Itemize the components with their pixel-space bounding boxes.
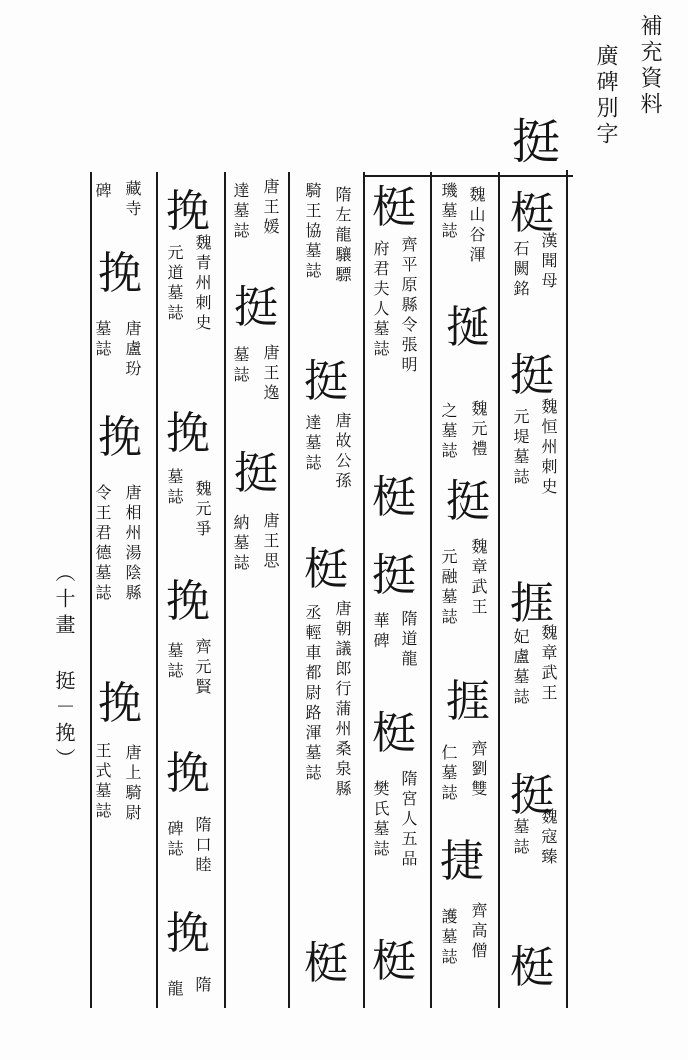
source-line: 唐王媛 <box>261 178 280 238</box>
source-line: 元道墓誌 <box>165 244 184 324</box>
source-line: 漢聞母 <box>539 232 558 292</box>
source-line: 隋口睦 <box>193 816 212 876</box>
head-character: 挺 <box>512 114 561 170</box>
variant-glyph: 挽 <box>166 186 210 237</box>
source-line: 唐王思 <box>261 512 280 572</box>
variant-glyph: 梃 <box>304 544 348 595</box>
variant-glyph: 挽 <box>98 248 142 299</box>
source-line: 唐盧玢 <box>123 320 142 380</box>
source-line: 齊平原縣令張明 <box>399 236 418 376</box>
source-line: 齊高僧 <box>469 902 488 962</box>
source-line: 魏寇臻 <box>539 808 558 868</box>
source-line: 元堤墓誌 <box>511 408 530 488</box>
variant-glyph: 挽 <box>166 576 210 627</box>
source-line: 之墓誌 <box>439 402 458 462</box>
variant-glyph: 捱 <box>446 676 490 727</box>
variant-glyph: 挺 <box>510 770 554 821</box>
book-title: 廣碑別字 <box>593 44 618 148</box>
source-line: 令王君德墓誌 <box>93 484 112 604</box>
variant-glyph: 捱 <box>510 578 554 629</box>
source-line: 魏青州刺史 <box>193 234 212 334</box>
source-line: 唐朝議郎行蒲州桑泉縣 <box>333 600 352 800</box>
variant-glyph: 挺 <box>304 356 348 407</box>
source-line: 龍 <box>165 980 184 1000</box>
variant-glyph: 梃 <box>304 938 348 989</box>
column-rule <box>90 172 92 1008</box>
source-line: 璣墓誌 <box>439 182 458 242</box>
source-line: 碑 <box>93 182 112 202</box>
source-line: 華碑 <box>371 612 390 652</box>
source-line: 墓誌 <box>165 468 184 508</box>
variant-glyph: 挽 <box>98 412 142 463</box>
source-line: 魏山谷渾 <box>467 186 486 266</box>
source-line: 元融墓誌 <box>439 548 458 628</box>
source-line: 王式墓誌 <box>93 742 112 822</box>
source-line: 碑誌 <box>165 820 184 860</box>
source-line: 唐王逸 <box>261 344 280 404</box>
source-line: 唐相州湯陰縣 <box>123 484 142 604</box>
variant-glyph: 挽 <box>166 748 210 799</box>
variant-glyph: 挺 <box>234 282 278 333</box>
source-line: 唐上騎尉 <box>123 744 142 824</box>
column-rule <box>430 172 432 1008</box>
source-line: 魏章武王 <box>469 538 488 618</box>
source-line: 騎王協墓誌 <box>303 182 322 282</box>
variant-glyph: 挽 <box>98 678 142 729</box>
series-title: 補充資料 <box>637 14 662 118</box>
column-rule <box>224 172 226 1008</box>
variant-glyph: 挺 <box>446 476 490 527</box>
source-line: 樊氏墓誌 <box>371 780 390 860</box>
variant-glyph: 挻 <box>446 302 490 353</box>
source-line: 妃盧墓誌 <box>511 628 530 708</box>
source-line: 墓誌 <box>165 642 184 682</box>
variant-glyph: 梃 <box>510 942 554 993</box>
variant-glyph: 梃 <box>372 708 416 759</box>
source-line: 隋左龍驤驃 <box>333 186 352 286</box>
variant-glyph: 挽 <box>166 408 210 459</box>
source-line: 護墓誌 <box>439 908 458 968</box>
column-rule <box>566 170 568 1008</box>
variant-glyph: 挽 <box>166 908 210 959</box>
column-rule <box>156 172 158 1008</box>
variant-glyph: 梃 <box>372 472 416 523</box>
variant-glyph: 梃 <box>372 182 416 233</box>
source-line: 府君夫人墓誌 <box>371 240 390 360</box>
source-line: 仁墓誌 <box>439 744 458 804</box>
variant-glyph: 挺 <box>372 550 416 601</box>
source-line: 隋 <box>193 976 212 996</box>
source-line: 齊元賢 <box>193 638 212 698</box>
column-rule <box>288 172 290 1008</box>
source-line: 魏章武王 <box>539 624 558 704</box>
variant-glyph: 捷 <box>440 836 484 887</box>
column-rule <box>363 172 365 1008</box>
source-line: 唐故公孫 <box>333 412 352 492</box>
source-line: 墓誌 <box>231 346 250 386</box>
variant-glyph: 挺 <box>510 350 554 401</box>
source-line: 藏寺 <box>123 180 142 220</box>
source-line: 丞輕車都尉路渾墓誌 <box>303 604 322 784</box>
source-line: 魏元爭 <box>193 480 212 540</box>
source-line: 達墓誌 <box>303 414 322 474</box>
variant-glyph: 挺 <box>234 448 278 499</box>
source-line: 墓誌 <box>511 818 530 858</box>
variant-glyph: 梃 <box>372 936 416 987</box>
side-label: （十畫 挺－挽） <box>52 562 76 774</box>
source-line: 齊劉雙 <box>469 740 488 800</box>
source-line: 納墓誌 <box>231 514 250 574</box>
source-line: 魏元禮 <box>469 400 488 460</box>
variant-glyph: 梃 <box>510 188 554 239</box>
source-line: 隋宮人五品 <box>399 770 418 870</box>
source-line: 達墓誌 <box>231 182 250 242</box>
top-rule <box>363 175 573 177</box>
source-line: 石闕銘 <box>511 240 530 300</box>
source-line: 魏恒州刺史 <box>539 398 558 498</box>
source-line: 墓誌 <box>93 320 112 360</box>
source-line: 隋道龍 <box>399 610 418 670</box>
column-rule <box>498 172 500 1008</box>
